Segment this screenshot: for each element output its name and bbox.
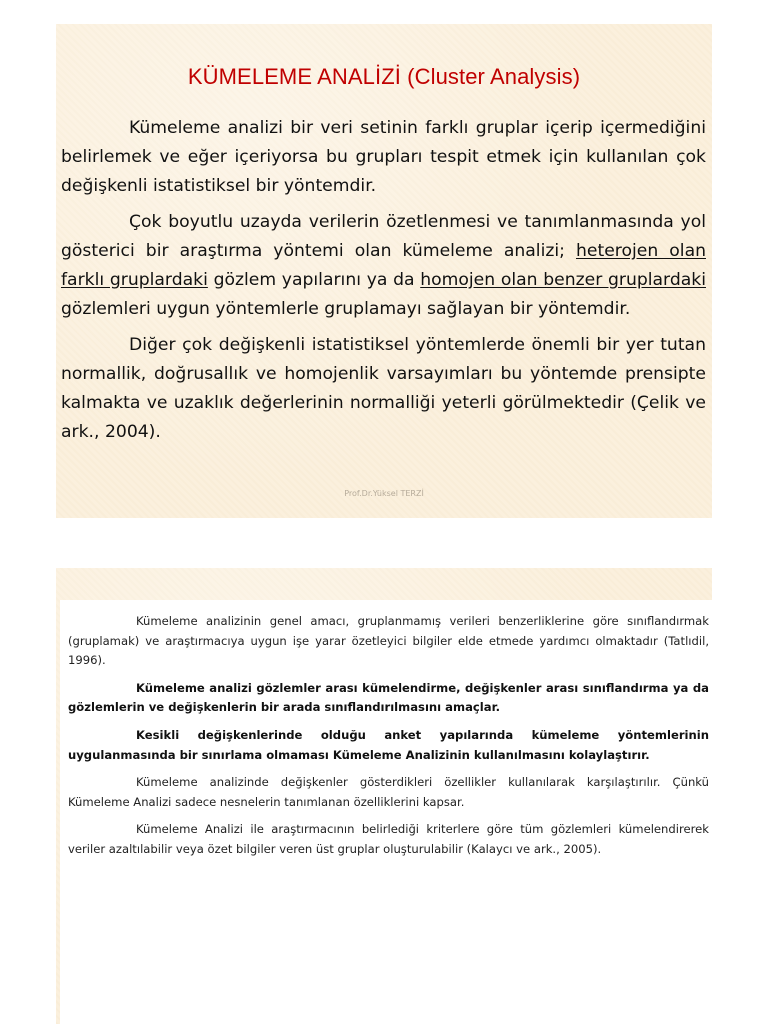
paragraph-discrete-variables: Kesikli değişkenlerinde olduğu anket yapılarında kümeleme yöntemlerinin uygulanmasında bir sınırlama olmaması Kümeleme Analizinin kullanılmasını kolaylaştırır. bbox=[68, 727, 709, 762]
paragraph-method bbox=[61, 208, 706, 324]
slide-1-body bbox=[61, 114, 706, 454]
paragraph-method-text-2: gözlem yapılarını ya da bbox=[207, 270, 421, 290]
slide-title: KÜMELEME ANALİZİ (Cluster Analysis) bbox=[187, 64, 581, 89]
author-credit: Prof.Dr.Yüksel TERZİ bbox=[344, 489, 424, 498]
underlined-heterojen: heterojen olan farklı gruplardaki bbox=[61, 241, 706, 290]
paragraph-method-text-1: Çok boyutlu uzayda verilerin özetlenmesi ve tanımlanmasında yol gösterici bir araştırma yöntemi olan kümeleme analizi; bbox=[61, 212, 706, 261]
slide-1 bbox=[56, 24, 712, 518]
paragraph-definition: Kümeleme analizi bir veri setinin farklı gruplar içerip içermediğini belirlemek ve eğer içeriyorsa bu grupları tespit etmek için kullanılan çok değişkenli istatistiksel bir yöntemdir. bbox=[61, 118, 706, 196]
underlined-homojen: homojen olan benzer gruplardaki bbox=[420, 270, 706, 290]
paragraph-method-text-3: gözlemleri uygun yöntemlerle gruplamayı sağlayan bir yöntemdir. bbox=[61, 299, 631, 319]
paragraph-assumptions: Diğer çok değişkenli istatistiksel yöntemlerde önemli bir yer tutan normallik, doğrusallık ve homojenlik varsayımları bu yöntemde prensipte kalmakta ve uzaklık değerlerinin normalliği yeterli görülmektedir (Çelik ve ark., 2004). bbox=[61, 335, 706, 442]
paragraph-purpose: Kümeleme analizinin genel amacı, gruplanmamış verileri benzerliklerine göre sınıflandırmak (gruplamak) ve araştırmacıya uygun işe yarar özetleyici bilgiler elde etmede yardımcı olmaktadır (Tatlıdil, 1996). bbox=[68, 614, 709, 668]
slide-2-content-box bbox=[60, 600, 712, 1024]
paragraph-reduction: Kümeleme Analizi ile araştırmacının belirlediği kriterlere göre tüm gözlemleri kümelendirerek veriler azaltılabilir veya özet bilgiler veren üst gruplar oluşturulabilir (Kalaycı ve ark., 2005). bbox=[68, 822, 709, 856]
slide-2-body bbox=[68, 612, 709, 868]
paragraph-aims: Kümeleme analizi gözlemler arası kümelendirme, değişkenler arası sınıflandırma ya da gözlemlerin ve değişkenlerin bir arada sınıflandırılmasını amaçlar. bbox=[68, 680, 709, 715]
slide-2 bbox=[56, 568, 712, 1024]
paragraph-comparison: Kümeleme analizinde değişkenler gösterdikleri özellikler kullanılarak karşılaştırılır. Çünkü Kümeleme Analizi sadece nesnelerin tanımlanan özelliklerini kapsar. bbox=[68, 775, 709, 809]
